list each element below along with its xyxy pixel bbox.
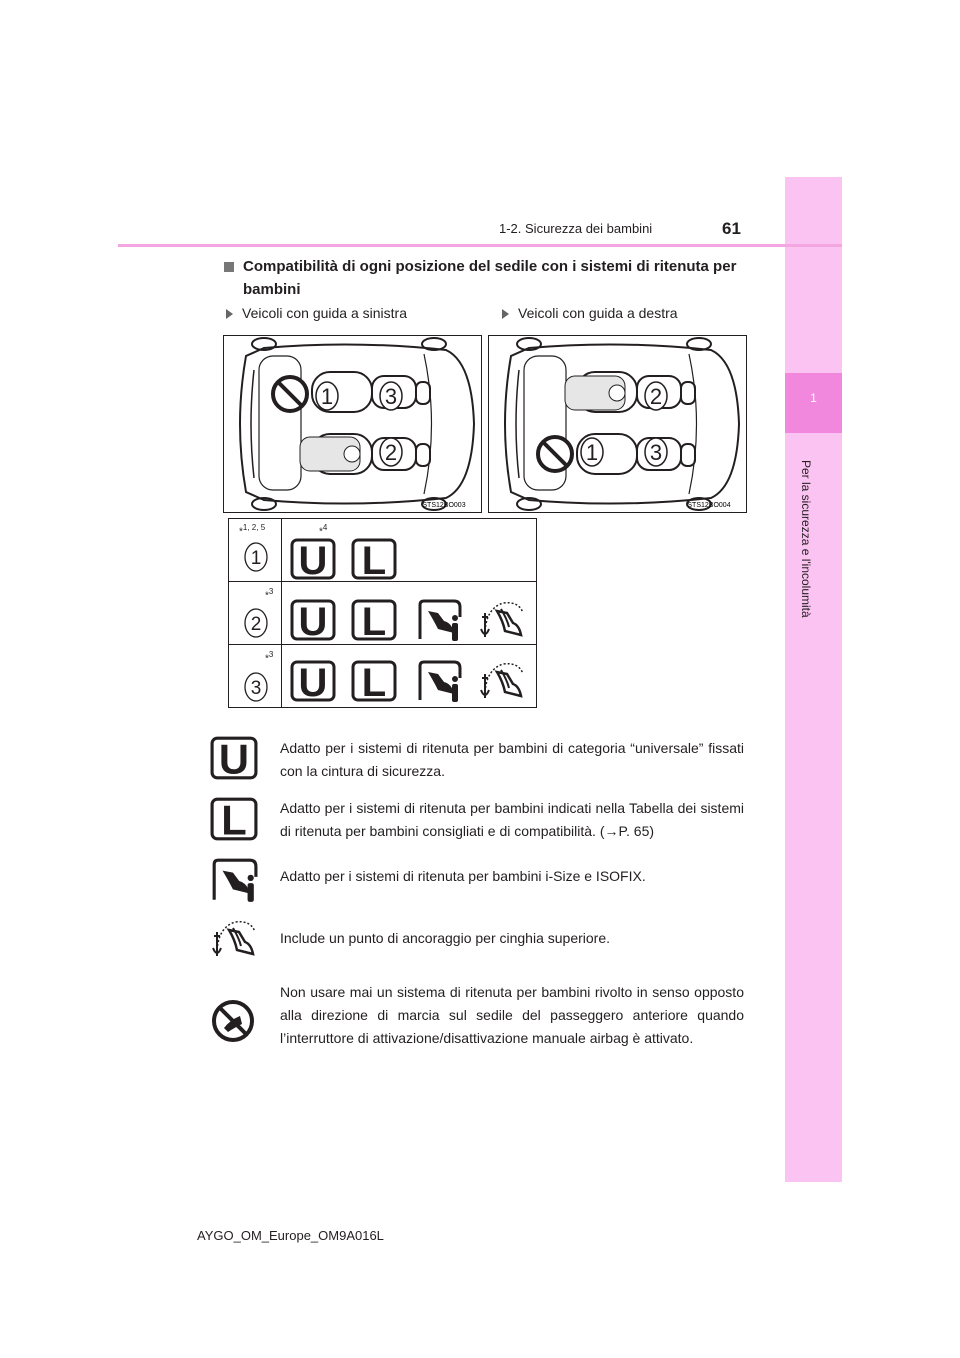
l-badge-icon	[351, 538, 397, 580]
page-number: 61	[722, 219, 741, 238]
seat-label: 3	[384, 384, 398, 409]
l-badge-icon	[351, 660, 397, 702]
svg-text:U: U	[298, 661, 328, 702]
seat-number: 1	[250, 548, 262, 569]
l-badge-icon	[210, 797, 258, 841]
svg-text:L: L	[361, 600, 387, 641]
seat-label: 1	[320, 384, 334, 409]
heading-bullet	[224, 262, 234, 272]
table-row-divider	[229, 644, 536, 645]
legend-text-l: Adatto per i sistemi di ritenuta per bambini indicati nella Tabella dei sistemi di ritenuta per bambini consigliati e di compatibilità. (→P. 65)	[280, 800, 744, 839]
left-hand-drive-diagram	[223, 335, 482, 513]
prohibition-sign-right	[538, 437, 572, 471]
seat-number-icon	[243, 541, 269, 573]
tether-anchor-icon	[210, 918, 260, 962]
seat-label: 3	[649, 440, 663, 465]
side-tab-chapter-number: 1	[810, 391, 817, 405]
left-hand-drive-label: Veicoli con guida a sinistra	[242, 305, 407, 321]
tether-anchor-icon	[479, 660, 527, 704]
section-title: 1-2. Sicurezza dei bambini	[499, 221, 653, 236]
document-code: AYGO_OM_Europe_OM9A016L	[197, 1228, 384, 1243]
right-hand-drive-arrow-icon	[502, 309, 509, 319]
isofix-icon	[210, 858, 258, 904]
prohibition-sign-left	[273, 377, 307, 411]
table-row-divider	[229, 581, 536, 582]
seat-label: 2	[649, 384, 663, 409]
svg-text:U: U	[218, 736, 250, 780]
right-hand-drive-diagram	[488, 335, 747, 513]
universal-badge-icon	[290, 599, 336, 641]
side-tab	[785, 177, 842, 1182]
svg-text:L: L	[361, 539, 387, 580]
seat-number: 3	[250, 678, 262, 699]
seat-number-icon	[243, 607, 269, 639]
isofix-icon	[416, 599, 462, 643]
compatibility-table	[228, 518, 537, 708]
no-rear-facing-seat-icon	[210, 998, 256, 1044]
table-row-note: *$^3$	[265, 650, 274, 665]
seat-label: 2	[384, 440, 398, 465]
tether-anchor-icon	[479, 599, 527, 643]
car-top-view-left	[224, 336, 481, 512]
svg-text:L: L	[361, 661, 387, 702]
section-heading: Compatibilità di ogni posizione del sedile con i sistemi di ritenuta per bambini	[243, 258, 737, 298]
right-hand-drive-label: Veicoli con guida a destra	[518, 305, 678, 321]
isofix-icon	[416, 660, 462, 704]
table-row-note: *$^3$	[265, 587, 274, 602]
legend-text-tether: Include un punto di ancoraggio per cinghia superiore.	[280, 930, 611, 946]
universal-badge-icon	[290, 660, 336, 702]
l-badge-icon	[351, 599, 397, 641]
svg-text:U: U	[298, 600, 328, 641]
seat-number-icon	[243, 671, 269, 703]
legend-text-isofix: Adatto per i sistemi di ritenuta per bambini i-Size e ISOFIX.	[280, 868, 646, 884]
diagram-code: STS12BO003	[422, 502, 466, 509]
universal-badge-icon	[290, 538, 336, 580]
seat-label: 1	[585, 440, 599, 465]
legend-text-no-rear-facing: Non usare mai un sistema di ritenuta per bambini rivolto in senso opposto alla direzione di marcia sul sedile del passeggero anteriore quando l’interruttore di attivazione/disattivazione manuale airbag è attivato.	[280, 984, 744, 1046]
table-column-divider	[281, 519, 282, 707]
side-tab-chapter-title: Per la sicurezza e l'incolumità	[799, 460, 813, 618]
table-row-note: *$^{1, 2, 5}$	[239, 523, 266, 538]
legend-text-universal: Adatto per i sistemi di ritenuta per bambini di categoria “universale” fissati con la cintura di sicurezza.	[280, 740, 744, 779]
svg-text:L: L	[221, 797, 247, 841]
left-hand-drive-arrow-icon	[226, 309, 233, 319]
diagram-code: STS12BO004	[687, 502, 731, 509]
header-rule	[118, 244, 842, 247]
svg-text:U: U	[298, 539, 328, 580]
universal-badge-icon	[210, 736, 258, 780]
seat-number: 2	[250, 614, 262, 635]
table-row-note: *$^4$	[319, 523, 328, 538]
car-top-view-right	[489, 336, 746, 512]
